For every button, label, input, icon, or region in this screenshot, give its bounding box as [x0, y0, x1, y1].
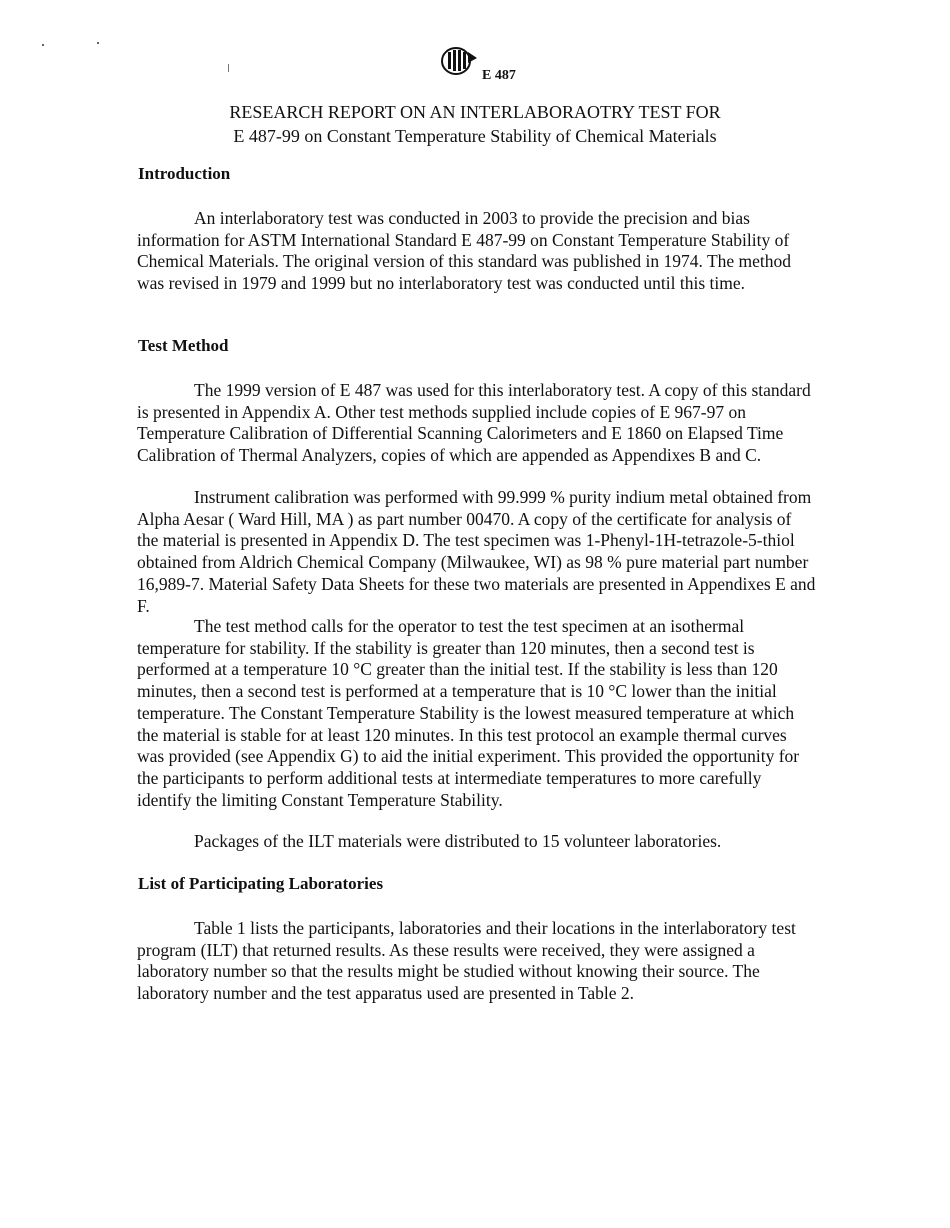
test-method-paragraph-3 [137, 616, 817, 811]
standard-designation: E 487 [482, 68, 516, 83]
scan-speck [42, 44, 44, 46]
test-method-paragraph-2 [137, 487, 817, 617]
test-method-paragraph-4 [137, 831, 817, 853]
section-heading-participating-laboratories: List of Participating Laboratories [138, 874, 384, 893]
scan-speck [97, 42, 99, 44]
section-heading-test-method: Test Method [138, 336, 229, 355]
astm-logo-icon [440, 46, 478, 76]
scan-mark [228, 64, 229, 72]
test-method-paragraph-3-text: The test method calls for the operator to test the test specimen at an isothermal temperature for stability. If the stability is greater than 120 minutes, then a second test is performed at a temperature 10 °C greater than the initial test. If the stability is less than 120 minutes, then a second test is performed at a temperature that is 10 °C lower than the initial temperature. The Constant Temperature Stability is the lowest measured temperature at which the material is stable for at least 120 minutes. In this test protocol an example thermal curves was provided (see Appendix G) to aid the initial experiment. This provided the opportunity for the participants to perform additional tests at intermediate temperatures to more carefully identify the limiting Constant Temperature Stability. [137, 616, 800, 810]
participants-paragraph-text: Table 1 lists the participants, laboratories and their locations in the interlaboratory test program (ILT) that returned results. As these results were received, they were assigned a laboratory number so that the results might be studied without knowing their source. The laboratory number and the test apparatus used are presented in Table 2. [137, 918, 796, 1004]
introduction-paragraph-text: An interlaboratory test was conducted in 2003 to provide the precision and bias information for ASTM International Standard E 487-99 on Constant Temperature Stability of Chemical Materials. The original version of this standard was published in 1974. The method was revised in 1979 and 1999 but no interlaboratory test was conducted until this time. [137, 208, 792, 294]
report-title-line-1: RESEARCH REPORT ON AN INTERLABORAOTRY TEST FOR [229, 102, 721, 122]
test-method-paragraph-1 [137, 380, 817, 467]
participants-paragraph [137, 918, 817, 1005]
section-heading-introduction: Introduction [138, 164, 231, 183]
test-method-paragraph-2-text: Instrument calibration was performed with 99.999 % purity indium metal obtained from Alpha Aesar ( Ward Hill, MA ) as part number 00470. A copy of the certificate for analysis of the material is presented in Appendix D. The test specimen was 1-Phenyl-1H-tetrazole-5-thiol obtained from Aldrich Chemical Company (Milwaukee, WI) as 98 % pure material part number 16,989-7. Material Safety Data Sheets for these two materials are presented in Appendixes E and F. [137, 487, 816, 616]
introduction-paragraph [137, 208, 817, 295]
report-title-line-2: E 487-99 on Constant Temperature Stability of Chemical Materials [233, 126, 717, 146]
test-method-paragraph-1-text: The 1999 version of E 487 was used for this interlaboratory test. A copy of this standard is presented in Appendix A. Other test methods supplied include copies of E 967-97 on Temperature Calibration of Differential Scanning Calorimeters and E 1860 on Elapsed Time Calibration of Thermal Analyzers, copies of which are appended as Appendixes B and C. [137, 380, 811, 466]
test-method-paragraph-4-text: Packages of the ILT materials were distributed to 15 volunteer laboratories. [194, 831, 722, 851]
